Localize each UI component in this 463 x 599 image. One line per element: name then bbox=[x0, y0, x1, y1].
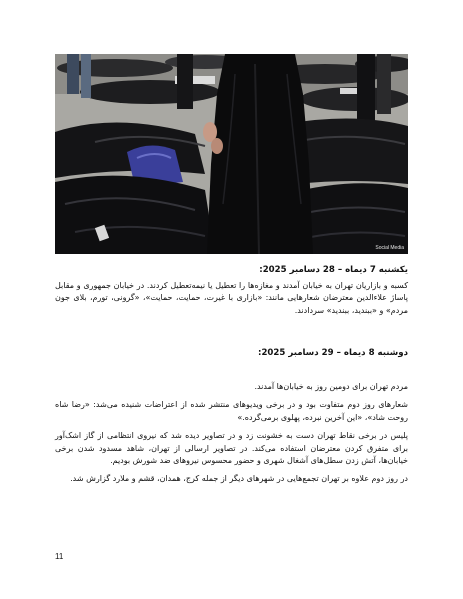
section-sunday bbox=[55, 264, 408, 317]
section-monday bbox=[55, 347, 408, 486]
paragraph: در روز دوم علاوه بر تهران تجمع‌هایی در شهرهای دیگر از جمله کرج، همدان، قشم و ملارد گزارش شد. bbox=[70, 474, 408, 484]
page-number: 11 bbox=[55, 552, 64, 561]
news-photo bbox=[55, 54, 408, 254]
paragraph: مردم تهران برای دومین روز به خیابان‌ها آمدند. bbox=[254, 382, 408, 391]
paragraph: شعارهای روز دوم متفاوت بود و در برخی ویدیوهای منتشر شده از اعتراضات شنیده می‌شد: «رضا شاه روحت شاد»، «این آخرین نبرده، پهلوی برمی‌گرده.» bbox=[55, 400, 408, 422]
section-heading: دوشنبه 8 دیماه – 29 دسامبر 2025: bbox=[258, 348, 408, 358]
news-photo-image bbox=[55, 54, 408, 254]
paragraph: پلیس در برخی نقاط تهران دست به خشونت زد و در تصاویر دیده شد که نیروی انتظامی از گاز اشک‌آور برای متفرق کردن معترضان استفاده می‌کند. در تصاویر ارسالی از تهران، شاهد مسدود شدن برخی خیابان‌ها، آتش زدن سطل‌های آشغال شهری و حضور محسوس نیروهای ضد شورش بودیم. bbox=[55, 431, 408, 466]
paragraph: کسبه و بازاریان تهران به خیابان آمدند و مغازه‌ها را تعطیل یا نیمه‌تعطیل کردند. در خیابان جمهوری و مقابل پاساژ علاءالدین معترضان شعارهایی مانند: «بازاری با غیرت، حمایت، حمایت»، «گرونی، تورم، بلای جون مردم» و «ببندید، ببندید» سردادند. bbox=[55, 281, 408, 315]
section-heading: یکشنبه 7 دیماه – 28 دسامبر 2025: bbox=[259, 265, 408, 275]
photo-credit: Social Media bbox=[375, 245, 404, 251]
